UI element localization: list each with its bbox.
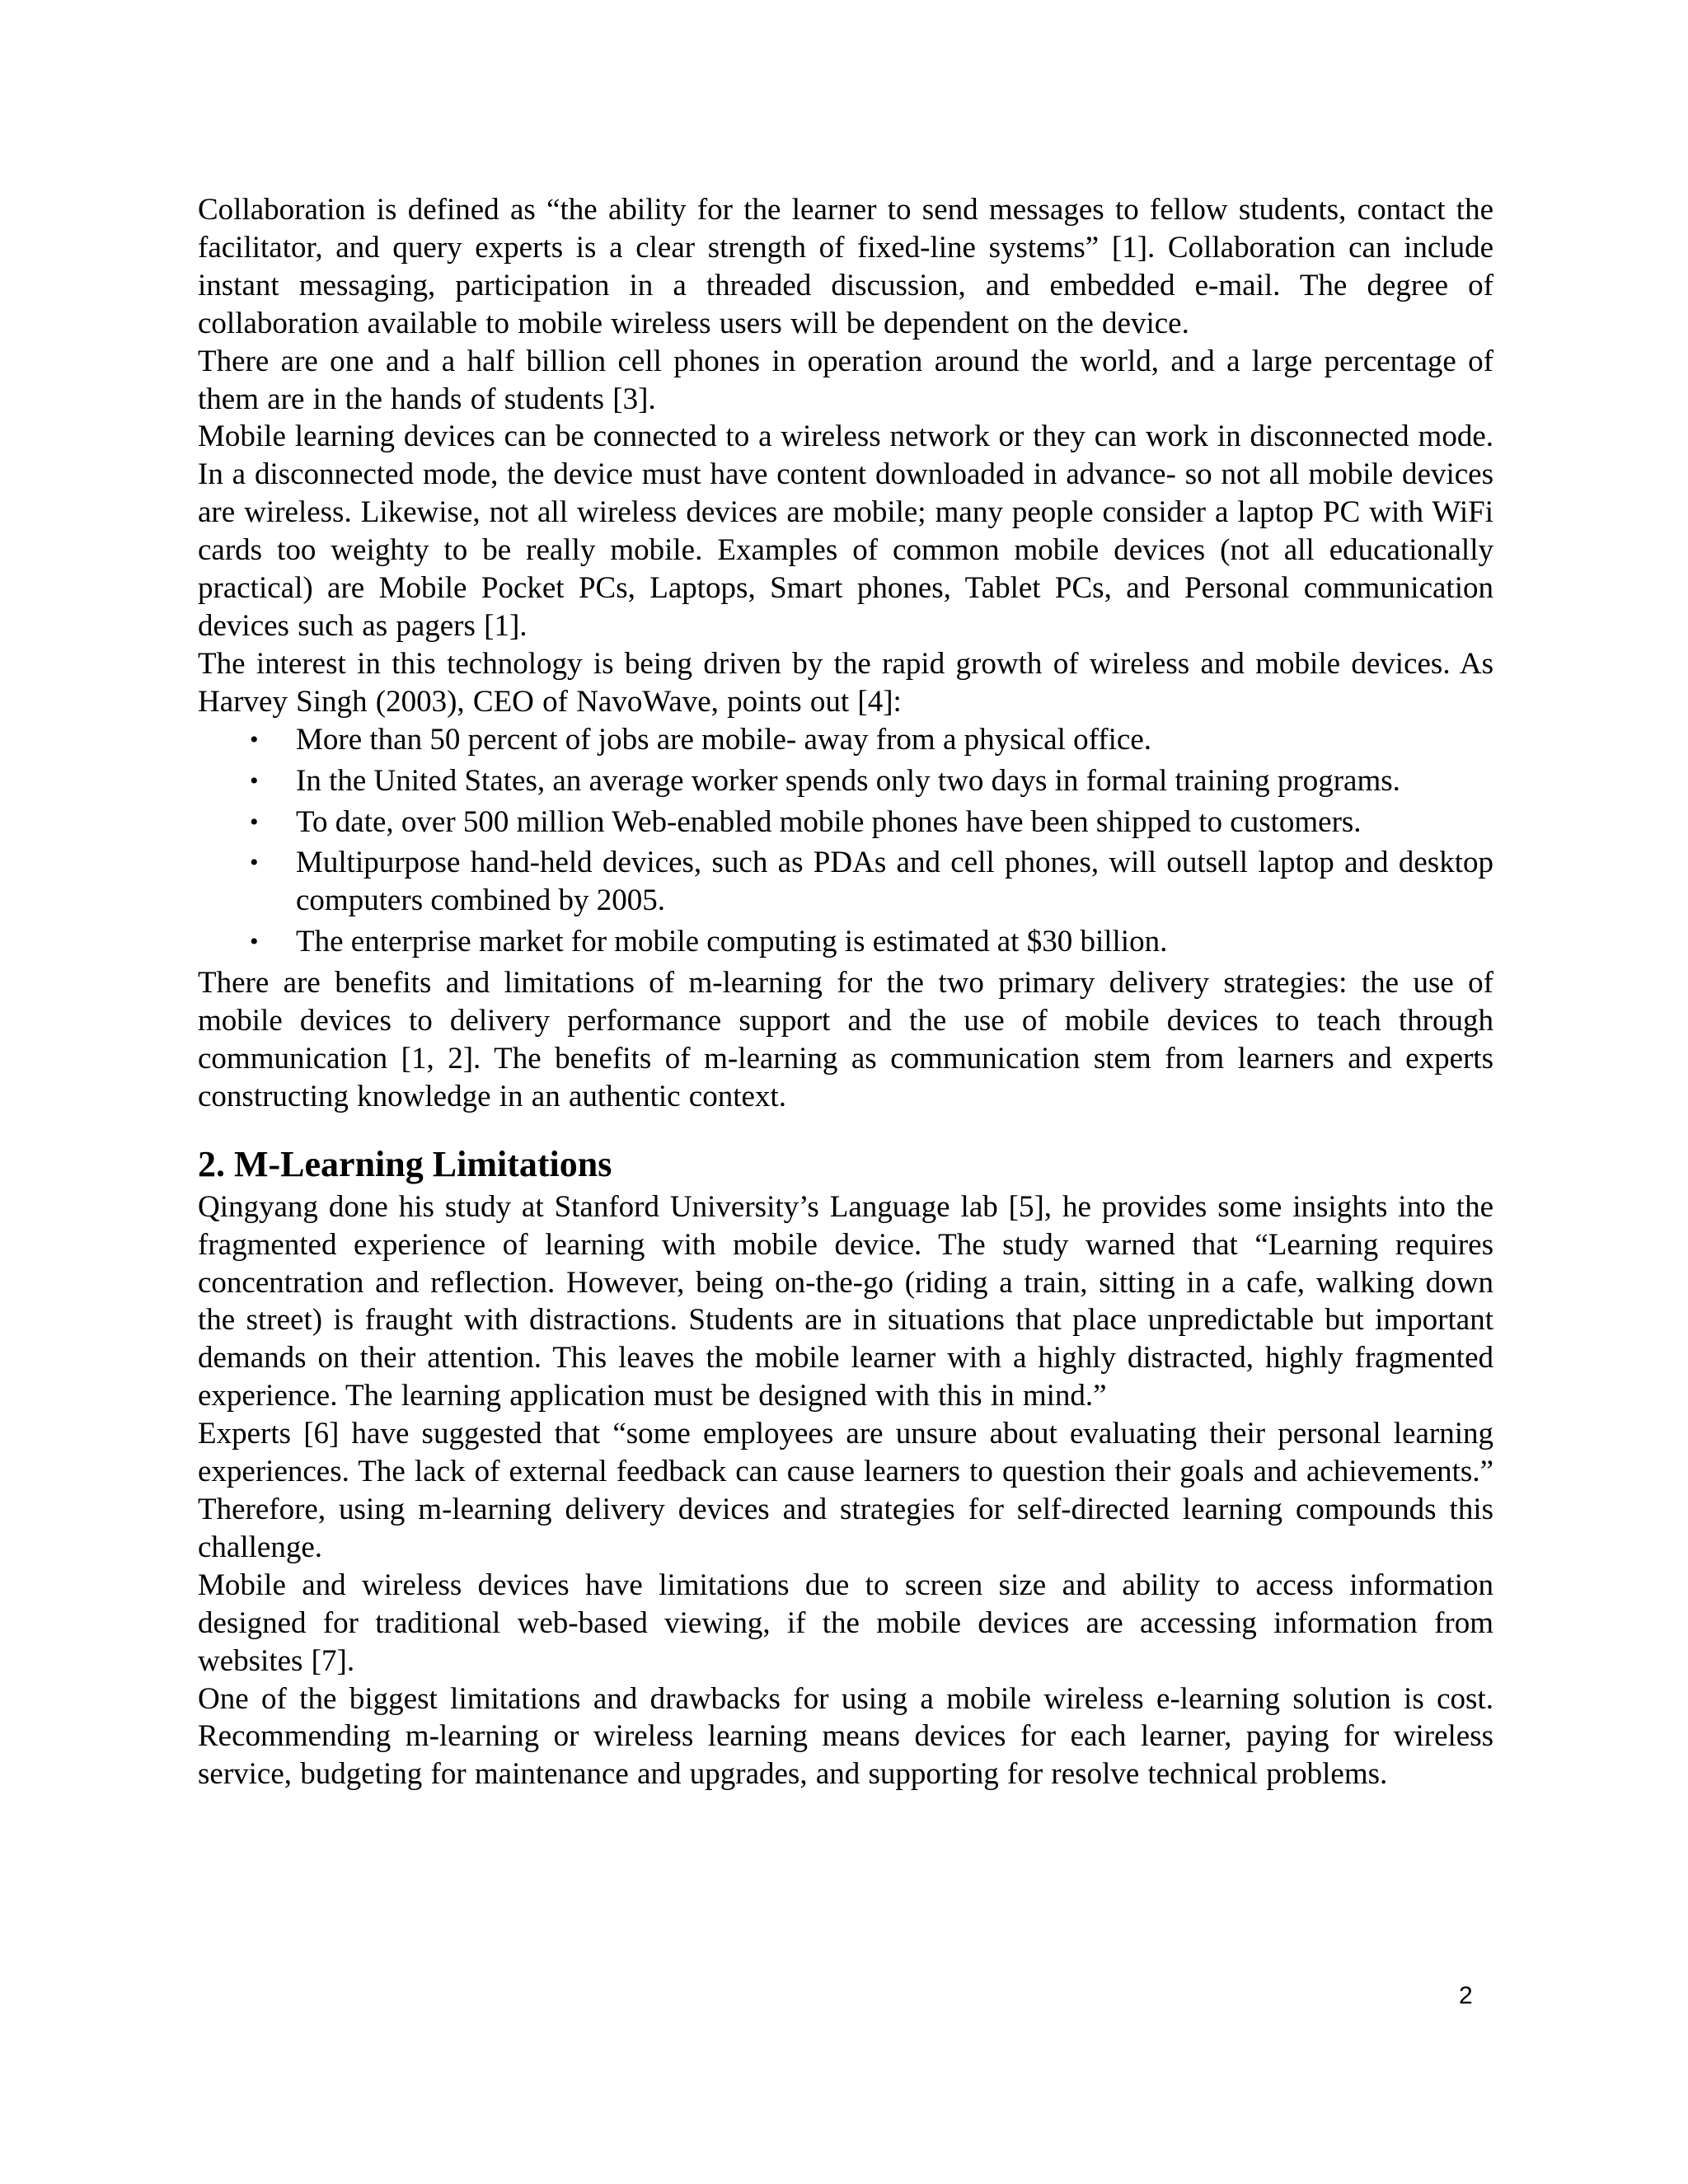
paragraph-stanford-study: Qingyang done his study at Stanford University’s Language lab [5], he provides some insights into the fragmented experience of learning with mobile device. The study warned that “Learning requires concentration and reflection. However, being on-the-go (riding a train, sitting in a cafe, walking down the street) is fraught with distractions. Students are in situations that place unpredictable but important demands on their attention. This leaves the mobile learner with a highly distracted, highly fragmented experience. The learning application must be designed with this in mind.”: [198, 1189, 1493, 1413]
paragraph-cell-phones: There are one and a half billion cell phones in operation around the world, and a large percentage of them are in the hands of students [3].: [198, 344, 1493, 416]
paragraph-collaboration: Collaboration is defined as “the ability for the learner to send messages to fellow students, contact the facilitator, and query experts is a clear strength of fixed-line systems” [1]. Collaboration can include instant messaging, participation in a threaded discussion, and embedded e-mail. The degree of collaboration available to mobile wireless users will be dependent on the device.: [198, 193, 1493, 340]
list-item: [250, 762, 1493, 800]
page-number: 2: [1459, 1982, 1473, 2009]
document-page: [198, 191, 1493, 1793]
list-item-text: More than 50 percent of jobs are mobile- away from a physical office.: [296, 722, 1152, 757]
bullet-icon: •: [250, 849, 259, 877]
list-item: [250, 721, 1493, 759]
list-item: [250, 844, 1493, 920]
paragraph-cost: One of the biggest limitations and drawbacks for using a mobile wireless e-learning solution is cost. Recommending m-learning or wireless learning means devices for each learner, paying for wireless service, budgeting for maintenance and upgrades, and supporting for resolve technical problems.: [198, 1681, 1493, 1792]
bullet-icon: •: [250, 766, 259, 794]
paragraph-benefits: There are benefits and limitations of m-learning for the two primary delivery strategies: the use of mobile devices to delivery performance support and the use of mobile devices to teach through communication [1, 2]. The benefits of m-learning as communication stem from learners and experts constructing knowledge in an authentic context.: [198, 966, 1493, 1113]
bullet-list: [198, 721, 1493, 961]
bullet-icon: •: [250, 808, 259, 836]
list-item: [250, 923, 1493, 961]
list-item: [250, 804, 1493, 841]
paragraph-screen-size: Mobile and wireless devices have limitations due to screen size and ability to access information designed for traditional web-based viewing, if the mobile devices are accessing information from websites [7].: [198, 1568, 1493, 1678]
list-item-text: To date, over 500 million Web-enabled mobile phones have been shipped to customers.: [296, 804, 1362, 839]
bullet-icon: •: [250, 928, 259, 956]
bullet-icon: •: [250, 725, 259, 753]
list-item-text: Multipurpose hand-held devices, such as PDAs and cell phones, will outsell laptop and desktop computers combined by 2005.: [296, 846, 1493, 918]
paragraph-interest: The interest in this technology is being driven by the rapid growth of wireless and mobile devices. As Harvey Singh (2003), CEO of NavoWave, points out [4]:: [198, 646, 1493, 719]
paragraph-mobile-devices: Mobile learning devices can be connected to a wireless network or they can work in disconnected mode. In a disconnected mode, the device must have content downloaded in advance- so not all mobile devices are wireless. Likewise, not all wireless devices are mobile; many people consider a laptop PC with WiFi cards too weighty to be really mobile. Examples of common mobile devices (not all educationally practical) are Mobile Pocket PCs, Laptops, Smart phones, Tablet PCs, and Personal communication devices such as pagers [1].: [198, 419, 1493, 643]
list-item-text: The enterprise market for mobile computing is estimated at $30 billion.: [296, 925, 1168, 959]
list-item-text: In the United States, an average worker spends only two days in formal training programs.: [296, 763, 1400, 798]
paragraph-experts: Experts [6] have suggested that “some employees are unsure about evaluating their personal learning experiences. The lack of external feedback can cause learners to question their goals and achievements.” Therefore, using m-learning delivery devices and strategies for self-directed learning compounds this challenge.: [198, 1417, 1493, 1564]
section-heading: 2. M-Learning Limitations: [198, 1143, 612, 1184]
